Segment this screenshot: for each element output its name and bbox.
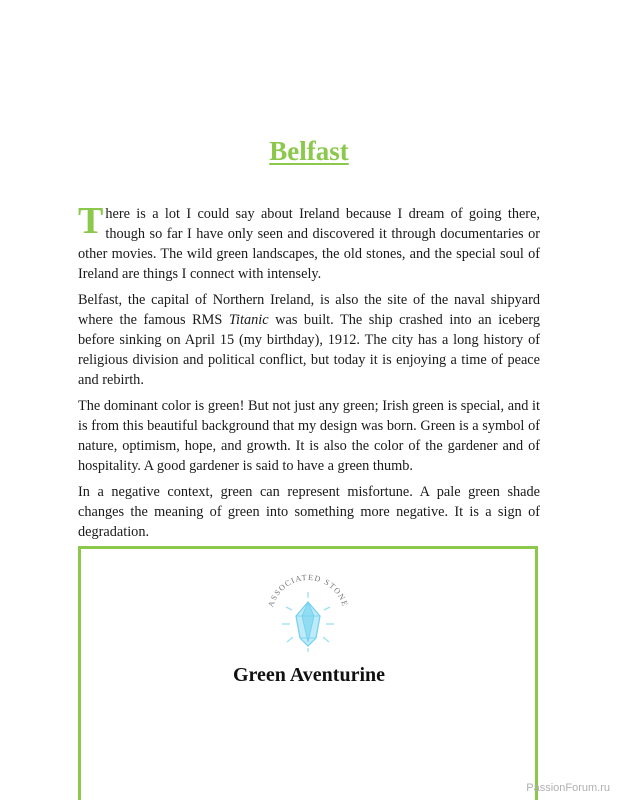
article-body [78, 200, 540, 548]
paragraph-belfast [78, 290, 540, 390]
stone-name: Green Aventurine [232, 664, 386, 686]
paragraph-intro-text: here is a lot I could say about Ireland because I dream of going there, though so far I have only seen and discovered it through documentaries or other movies. The wild green landscapes, the old stones, and the special soul of Ireland are things I connect with intensely. [78, 206, 540, 282]
paragraph-belfast-after: was built. The ship crashed into an iceberg before sinking on April 15 (my birthday), 1912. The city has a long history of religious division and political conflict, but today it is enjoying a time of peace and rebirth. [78, 312, 540, 388]
associated-stone-logo-text: ASSOCIATED STONE [266, 572, 350, 609]
watermark: PassionForum.ru [526, 782, 610, 794]
crystal-icon [296, 602, 320, 646]
associated-stone-logo [262, 572, 354, 652]
paragraph-green: The dominant color is green! But not just any green; Irish green is special, and it is from this beautiful background that my design was born. Green is a symbol of nature, optimism, hope, and growth. It is also the color of the gardener and of hospitality. A good gardener is said to have a green thumb. [78, 398, 540, 474]
drop-cap: T [78, 200, 104, 242]
paragraph-negative: In a negative context, green can represent misfortune. A pale green shade changes the meaning of green into something more negative. It is a sign of degradation. [78, 484, 540, 540]
paragraph-intro [78, 200, 540, 284]
ship-name: Titanic [228, 312, 269, 328]
paragraph-belfast-before: Belfast, the capital of Northern Ireland, is also the site of the naval shipyard where the famous RMS [78, 292, 540, 328]
page-title: Belfast [269, 136, 349, 166]
